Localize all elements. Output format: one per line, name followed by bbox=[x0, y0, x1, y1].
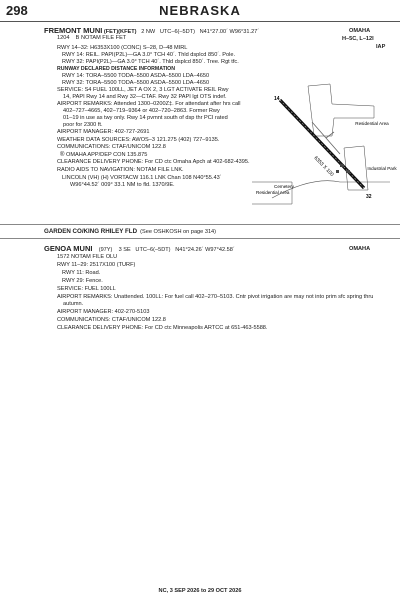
section-rule bbox=[0, 224, 400, 225]
garden-see-reference[interactable]: (See OSHKOSH on page 314) bbox=[140, 229, 217, 235]
genoa-title-line bbox=[44, 245, 235, 254]
remarks-line-1: AIRPORT REMARKS: Unattended. 100LL: For fuel call 402–270–5103. Cntr pivot irrigation are may not into prim sfc spring thru bbox=[57, 294, 374, 300]
airport-name: GENOA MUNI bbox=[44, 244, 93, 253]
declared-32: RWY 32: TORA–5500 TODA–5500 ASDA–5500 LDA–4650 bbox=[62, 80, 210, 86]
residential-bottom-label: Residential Area bbox=[256, 190, 290, 195]
runway-end-32-label: 32 bbox=[366, 194, 372, 200]
chart-reference: H–5C, L–12I bbox=[342, 36, 374, 42]
runway-32-info: RWY 32: PAPI(P2L)—GA 3.0° TCH 40´. Thld dsplcd 850´. Tree. Rgt tfc. bbox=[62, 59, 239, 65]
airport-distance: 2 NW bbox=[141, 29, 156, 35]
state-tag: OMAHA bbox=[349, 246, 371, 252]
garden-name: GARDEN CO/KING RHILEY FLD bbox=[44, 228, 138, 235]
remarks-line-4: poor for 2300 ft. bbox=[63, 122, 103, 128]
clearance-phone: CLEARANCE DELIVERY PHONE: For CD ctc Minneapolis ARTCC at 651-463-5588. bbox=[57, 325, 268, 331]
page-footer: NC, 3 SEP 2026 to 29 OCT 2026 bbox=[158, 588, 242, 594]
airport-utc: UTC–6(–5DT) bbox=[159, 29, 195, 35]
garden-line bbox=[44, 228, 216, 236]
service-line: SERVICE: FUEL 100LL bbox=[57, 286, 116, 292]
airport-diagram bbox=[252, 78, 397, 206]
airport-manager: AIRPORT MANAGER: 402-727-2691 bbox=[57, 129, 150, 135]
runway-14-info: RWY 14: REIL. PAPI(P2L)—GA 3.0° TCH 40´. Thld dsplcd 850´. Pole. bbox=[62, 52, 236, 58]
page-number: 298 bbox=[6, 3, 28, 18]
weather-sources: WEATHER DATA SOURCES: AWOS–3 121.275 (402) 727–9135. bbox=[57, 137, 220, 143]
runway-end-14-label: 14 bbox=[274, 96, 280, 102]
hangar-block bbox=[336, 170, 339, 173]
remarks-line-2: 402–727–4665, 402–719–9364 or 402–720–2863. Former Rwy bbox=[63, 108, 220, 114]
runway-11-info: RWY 11: Road. bbox=[62, 270, 101, 276]
clearance-phone: CLEARANCE DELIVERY PHONE: For CD ctc Omaha Apch at 402-682-4395. bbox=[57, 159, 250, 165]
industrial-park-label: Industrial Park bbox=[367, 166, 397, 171]
elevation-line bbox=[57, 35, 126, 42]
airport-ids: (97Y) bbox=[98, 247, 113, 253]
runway-main: RWY 11–29: 2517X100 (TURF) bbox=[57, 262, 136, 268]
runway-main: RWY 14–32: H6353X100 (CONC) S–28, D–48 MIRL bbox=[57, 45, 188, 51]
airport-distance: 3 SE bbox=[118, 247, 131, 253]
declared-distance-title: RUNWAY DECLARED DISTANCE INFORMATION bbox=[57, 66, 175, 72]
remarks-line-1: AIRPORT REMARKS: Attended 1300–0200Z‡. For attendant after hrs call bbox=[57, 101, 241, 107]
iap-label: IAP bbox=[376, 44, 386, 50]
section-rule bbox=[0, 238, 400, 239]
remarks-line-2: autumn. bbox=[63, 301, 84, 307]
runway-dimension-label: 6353 X 100 bbox=[312, 155, 335, 178]
vortac-line-1: LINCOLN (VH) (H) VORTACW 116.1 LNK Chan 108 N40°55.43´ bbox=[62, 175, 222, 181]
approach-icon: ® bbox=[60, 152, 65, 158]
taxiway-connector bbox=[326, 132, 334, 138]
approach-line bbox=[60, 152, 147, 159]
communications: COMMUNICATIONS: CTAF/UNICOM 122.8 bbox=[57, 144, 166, 150]
industrial-park-outline bbox=[344, 146, 368, 190]
service-line-2: 14, PAPI Rwy 14 and Rwy 32—CTAF. Rwy 32 PAPI lgt OTS indef. bbox=[63, 94, 227, 100]
vortac-line-2: W96°44.52´ 009° 33.1 NM to fld. 1370/9E. bbox=[70, 182, 175, 188]
elevation: 1204 bbox=[57, 35, 70, 41]
elevation-line: 1572 NOTAM FILE OLU bbox=[57, 254, 118, 260]
state-title: NEBRASKA bbox=[159, 3, 241, 18]
airport-utc: UTC–6(–5DT) bbox=[135, 247, 171, 253]
airport-coords: N41°24.26´ W97°42.58´ bbox=[175, 247, 235, 253]
airport-ids: (FET)(KFET) bbox=[103, 29, 137, 35]
cemetery-label: Cemetery bbox=[274, 184, 294, 189]
residential-top-label: Residential Area bbox=[355, 121, 389, 126]
service-line-1: SERVICE: S4 FUEL 100LL, JET A OX 2, 3 LGT ACTIVATE REIL Rwy bbox=[57, 87, 229, 93]
header-rule bbox=[0, 21, 400, 22]
runway-29-info: RWY 29: Fence. bbox=[62, 278, 103, 284]
state-tag: OMAHA bbox=[349, 28, 371, 34]
approach-text: OMAHA APP/DEP CON 135.875 bbox=[65, 152, 148, 158]
hangar-block bbox=[346, 170, 350, 173]
airport-name: FREMONT MUNI bbox=[44, 26, 103, 35]
airport-manager: AIRPORT MANAGER: 402-270-5103 bbox=[57, 309, 150, 315]
hangar-block bbox=[340, 164, 344, 167]
airport-coords: N41°27.00´ W96°31.27´ bbox=[199, 29, 260, 35]
notam-line: B NOTAM FILE FET bbox=[75, 35, 127, 41]
communications: COMMUNICATIONS: CTAF/UNICOM 122.8 bbox=[57, 317, 166, 323]
radio-aids: RADIO AIDS TO NAVIGATION: NOTAM FILE LNK. bbox=[57, 167, 184, 173]
declared-14: RWY 14: TORA–5500 TODA–5500 ASDA–5500 LDA–4650 bbox=[62, 73, 210, 79]
remarks-line-3: 01–19 in use as twy only. Rwy 14 pvmnt south of dsp thr PCI rated bbox=[63, 115, 228, 121]
